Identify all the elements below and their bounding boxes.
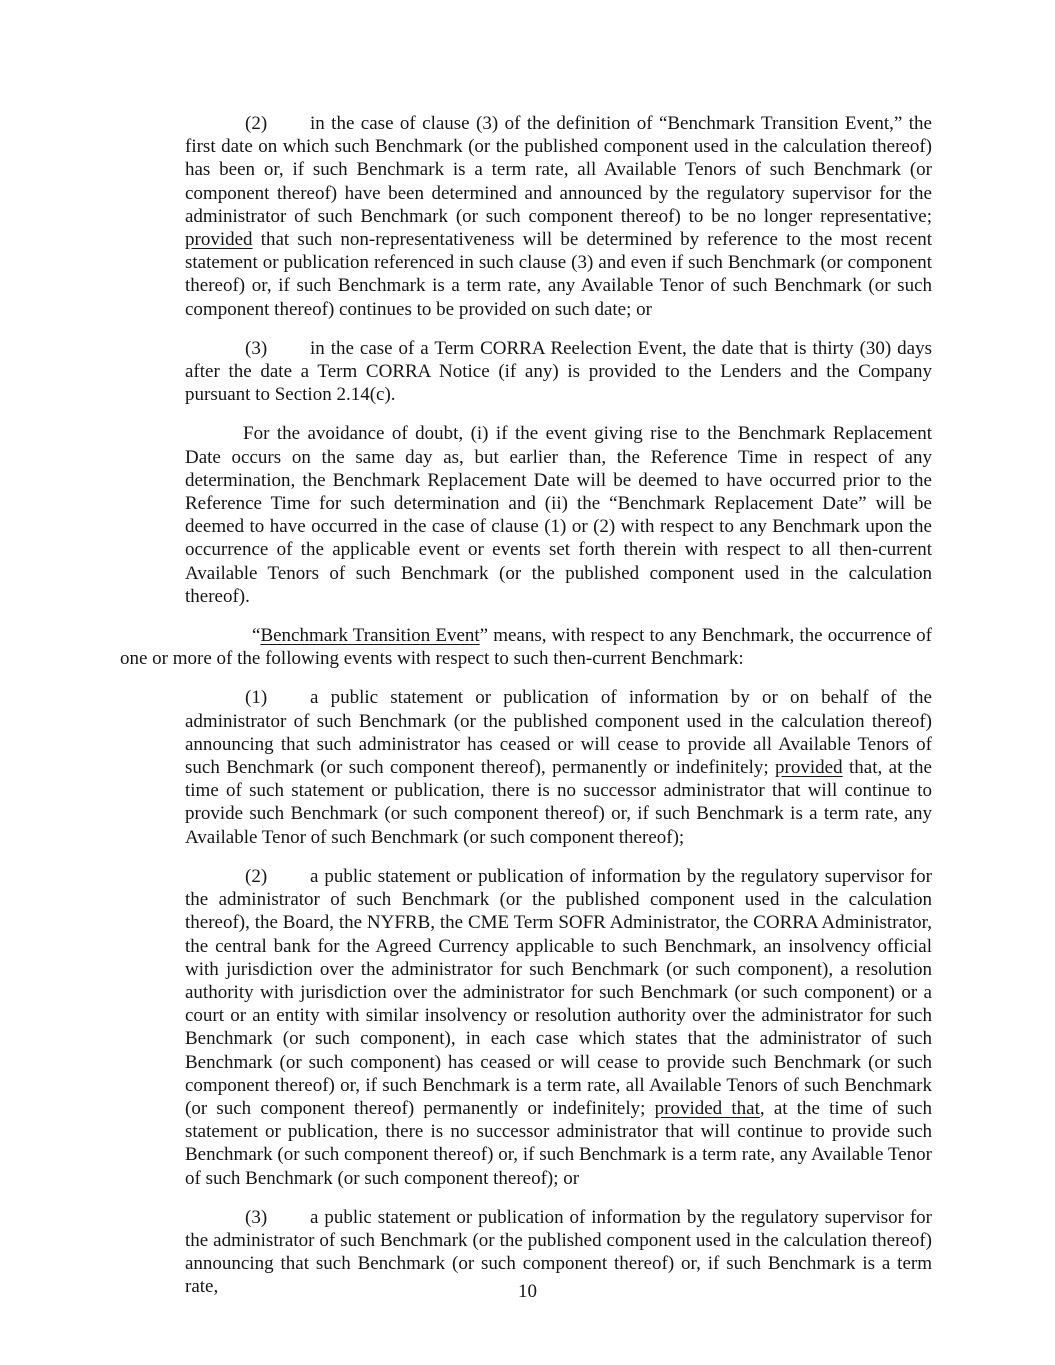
text-run: in the case of clause (3) of the definition of “Benchmark Transition Event,” the first date on which such Benchmark (or the published component used in the calculation thereof) has been or, if such Benchmark is a term rate, all Available Tenors of such Benchmark (or component thereof) have been determined and announced by the regulatory supervisor for the administrator of such Benchmark (or such component thereof) to be no longer representative; — [185, 113, 932, 227]
text-run: a public statement or publication of information by the regulatory supervisor for the administrator of such Benchmark (or the published component used in the calculation thereof) announcing that such Benchmark (or such component thereof) or, if such Benchmark is a term rate, — [185, 1206, 932, 1298]
text-run: a public statement or publication of information by or on behalf of the administrator of such Benchmark (or the published component used in the calculation thereof) announcing that such administrator has ceased or will cease to provide all Available Tenors of such Benchmark (or such component thereof), permanently or indefinitely; — [185, 687, 932, 779]
text-run: For the avoidance of doubt, (i) if the event giving rise to the Benchmark Replacement Date occurs on the same day as, but earlier than, the Reference Time in respect of any determination, the Benchmark Replacement Date will be deemed to have occurred prior to the Reference Time for such determination and (ii) the “Benchmark Replacement Date” will be deemed to have occurred in the case of clause (1) or (2) with respect to any Benchmark upon the occurrence of the applicable event or events set forth therein with respect to all then-current Available Tenors of such Benchmark (or the published component used in the calculation thereof). — [185, 423, 932, 607]
document-body — [120, 112, 932, 1299]
page-number: 10 — [518, 1281, 537, 1302]
underlined-text: provided — [185, 229, 253, 251]
definition-paragraph — [120, 624, 932, 670]
text-run: ” means, with respect to any Benchmark, the occurrence of one or more of the following events with respect to such then-current Benchmark: — [120, 625, 932, 670]
text-run: , at the time of such statement or publication, there is no successor administrator that will continue to provide such Benchmark (or such component thereof) or, if such Benchmark is a term rate, any Available Tenor of such Benchmark (or such component thereof); or — [185, 1097, 932, 1189]
clause-number: (1) — [245, 687, 268, 709]
clause-number: (3) — [245, 337, 268, 359]
body-paragraph — [185, 422, 932, 608]
underlined-text: provided — [775, 757, 843, 779]
clause-number: (2) — [245, 113, 268, 134]
text-run: in the case of a Term CORRA Reelection Event, the date that is thirty (30) days after the date a Term CORRA Notice (if any) is provided to the Lenders and the Company pursuant to Section 2.14(c). — [185, 337, 932, 406]
clause-paragraph — [185, 112, 932, 321]
clause-paragraph — [185, 686, 932, 848]
clause-paragraph — [185, 865, 932, 1190]
clause-number: (3) — [245, 1206, 268, 1228]
clause-paragraph — [185, 337, 932, 407]
clause-number: (2) — [245, 865, 268, 887]
text-run: that such non-representativeness will be determined by reference to the most recent statement or publication referenced in such clause (3) and even if such Benchmark (or component thereof) or, if such Benchmark is a term rate, any Available Tenor of such Benchmark (or such component thereof) continues to be provided on such date; or — [185, 229, 932, 320]
underlined-text: provided that — [654, 1097, 760, 1119]
underlined-text: Benchmark Transition Event — [260, 625, 480, 647]
text-run: “ — [252, 625, 261, 647]
text-run: that, at the time of such statement or publication, there is no successor administrator that will continue to provide such Benchmark (or such component thereof) or, if such Benchmark is a term rate, any Available Tenor of such Benchmark (or such component thereof); — [185, 757, 932, 848]
text-run: a public statement or publication of information by the regulatory supervisor for the administrator of such Benchmark (or the published component used in the calculation thereof), the Board, the NYFRB, the CME Term SOFR Administrator, the CORRA Administrator, the central bank for the Agreed Currency applicable to such Benchmark, an insolvency official with jurisdiction over the administrator for such Benchmark (or such component), a resolution authority with jurisdiction over the administrator for such Benchmark (or such component) or a court or an entity with similar insolvency or resolution authority over the administrator for such Benchmark (or such component), in each case which states that the administrator of such Benchmark (or such component) has ceased or will cease to provide such Benchmark (or such component thereof) or, if such Benchmark is a term rate, all Available Tenors of such Benchmark (or such component thereof) permanently or indefinitely; — [185, 865, 932, 1119]
